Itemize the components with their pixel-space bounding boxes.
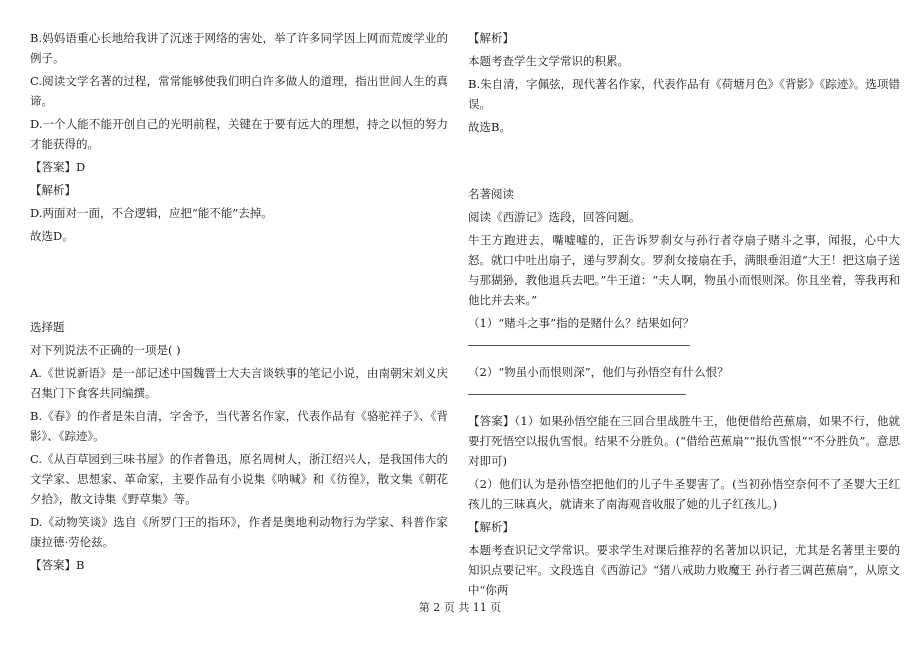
q1-analysis-title: 【解析】 [30,183,76,197]
left-column [30,28,448,578]
q1-answer: 【答案】D [30,160,86,174]
q2-analysis-title: 【解析】 [468,31,514,45]
q2-option-c: C.《从百草园到三味书屋》的作者鲁迅，原名周树人，浙江绍兴人，是我国伟大的文学家、思想家、革命家，主要作品有小说集《呐喊》和《彷徨》，散文集《朝花夕拾》，散文诗集《野草集》等。 [30,452,448,506]
q1-option-b: B.妈妈语重心长地给我讲了沉迷于网络的害处，举了许多同学因上网而荒废学业的例子。 [30,31,448,65]
answer-blank-2 [468,394,686,395]
q3-passage: 牛王方跑进去，嘴嘘嘘的，正告诉罗刹女与孙行者夺扇子赌斗之事，闻报，心中大怒。就口中吐出扇子，递与罗刹女。罗刹女接扇在手，满眼垂泪道“大王！把这扇子送与那猢狲，教他退兵去吧。”牛王道：“夫人啊，物虽小而恨则深。你且坐着，等我再和他比并去来。” [468,233,900,307]
spacer [30,249,448,317]
q2-answer: 【答案】B [30,558,85,572]
answer-blank-1 [468,345,690,346]
right-column [468,28,900,603]
q2-option-d: D.《动物笑谈》选自《所罗门王的指环》，作者是奥地利动物行为学家、科普作家康拉德·劳伦兹。 [30,515,448,549]
q1-option-d: D.一个人能不能开创自己的光明前程，关键在于要有远大的理想，持之以恒的努力才能获得的。 [30,117,448,151]
page-number: 第 2 页 共 11 页 [418,601,502,614]
spacer [468,140,900,184]
q3-subquestion-1: （1）“赌斗之事”指的是赌什么？结果如何？ [468,316,695,330]
q2-option-b: B.《春》的作者是朱自清，字舍予，当代著名作家，代表作品有《骆驼祥子》、《背影》、《踪迹》。 [30,409,448,443]
q3-answer: 【答案】（1）如果孙悟空能在三回合里战胜牛王，他便借给芭蕉扇，如果不行，他就要打死悟空以报仇雪恨。结果不分胜负。(“借给芭蕉扇”“报仇雪恨”“不分胜负”。意思对即可) [468,414,900,468]
q2-type: 选择题 [30,320,65,334]
q3-type: 名著阅读 [468,187,514,201]
q2-option-a: A.《世说新语》是一部记述中国魏晋士大夫言谈轶事的笔记小说，由南朝宋刘义庆召集门下食客共同编撰。 [30,366,448,400]
q1-analysis-conclusion: 故选D。 [30,229,74,243]
q3-analysis-text: 本题考查识记文学常识。要求学生对课后推荐的名著加以识记，尤其是名著里主要的知识点要记牢。文段选自《西游记》“猪八戒助力败魔王 孙行者三调芭蕉扇”，从原文中“你两 [468,543,900,597]
q3-subquestion-2: （2）“物虽小而恨则深”，他们与孙悟空有什么恨？ [468,365,729,379]
q3-intro: 阅读《西游记》选段，回答问题。 [468,210,641,224]
q3-analysis-title: 【解析】 [468,520,514,534]
q2-analysis-option-b: B.朱自清，字佩弦，现代著名作家，代表作品有《荷塘月色》《背影》《踪迹》。选项错误。 [468,77,900,111]
q3-answer-2: （2）他们认为是孙悟空把他们的儿子牛圣婴害了。(当初孙悟空奈何不了圣婴大王红孩儿的三昧真火，就请来了南海观音收服了她的儿子红孩儿。) [468,477,900,511]
q1-analysis-text: D.两面对一面，不合逻辑，应把“能不能”去掉。 [30,206,273,220]
q2-analysis-text: 本题考查学生文学常识的积累。 [468,54,629,68]
q2-analysis-conclusion: 故选B。 [468,120,511,134]
q2-stem: 对下列说法不正确的一项是( ) [30,343,181,357]
q1-option-c: C.阅读文学名著的过程，常常能够使我们明白许多做人的道理，指出世间人生的真谛。 [30,74,448,108]
